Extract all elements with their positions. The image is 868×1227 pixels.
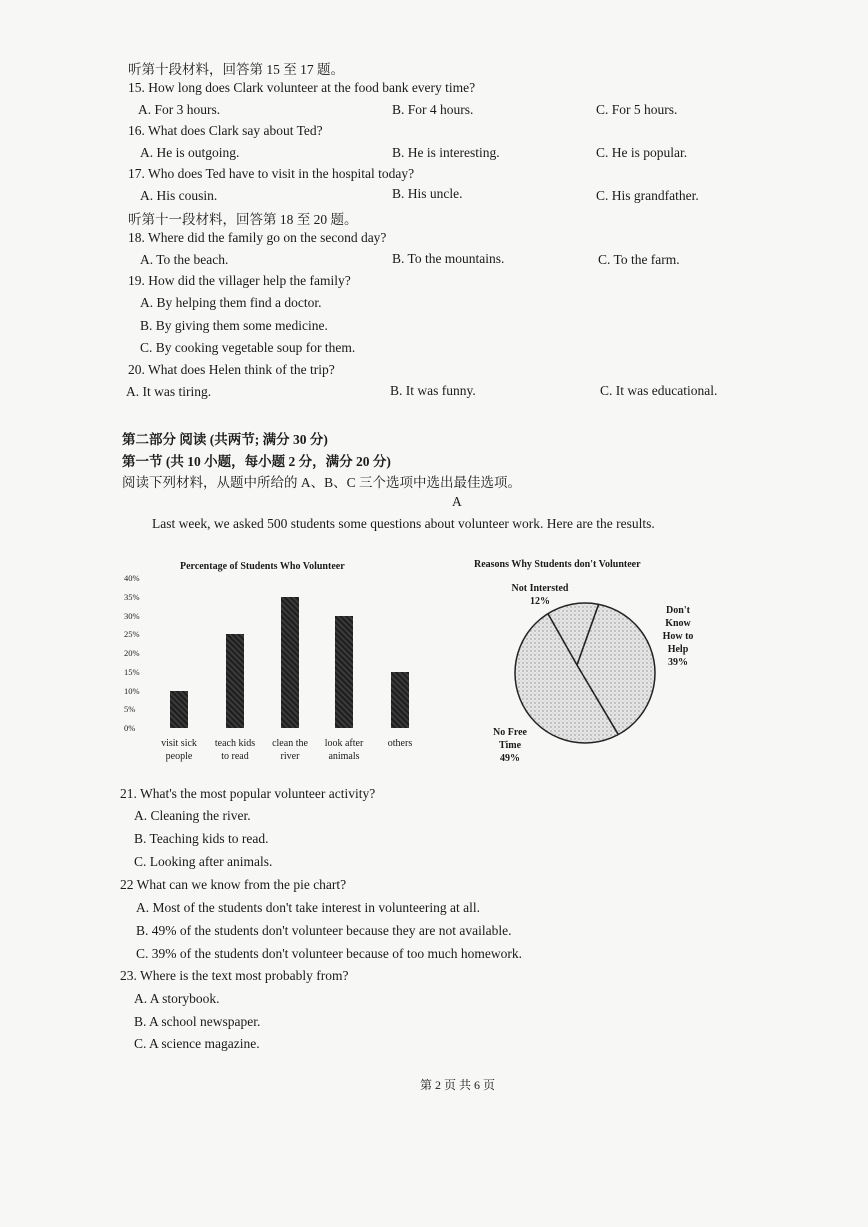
section-heading: 听第十段材料，回答第 15 至 17 题。: [128, 62, 344, 77]
x-category-label: visit sick people: [161, 738, 197, 762]
pie-slice-label: Don't Know How to Help 39%: [662, 605, 694, 668]
x-category-label: others: [387, 738, 413, 749]
q21-option-b: B. Teaching kids to read.: [134, 831, 269, 846]
passage-letter: A: [452, 494, 462, 509]
instructions: 阅读下列材料，从题中所给的 A、B、C 三个选项中选出最佳选项。: [122, 475, 522, 490]
q18-option-b: B. To the mountains.: [392, 251, 505, 266]
question-16: 16. What does Clark say about Ted?: [128, 123, 323, 138]
q23-option-a: A. A storybook.: [134, 991, 220, 1006]
q23-option-b: B. A school newspaper.: [134, 1014, 261, 1029]
q15-option-c: C. For 5 hours.: [596, 102, 678, 117]
pie-slice-label: Not Intersted 12%: [511, 583, 569, 607]
q19-option-c: C. By cooking vegetable soup for them.: [140, 340, 356, 355]
q22-option-b: B. 49% of the students don't volunteer because they are not available.: [136, 923, 512, 938]
q17-option-c: C. His grandfather.: [596, 188, 699, 203]
page-footer: 第 2 页 共 6 页: [420, 1078, 496, 1092]
y-tick-label: 25%: [124, 629, 140, 640]
q16-option-c: C. He is popular.: [596, 145, 688, 160]
q22-option-c: C. 39% of the students don't volunteer because of too much homework.: [136, 946, 522, 961]
y-tick-label: 15%: [124, 666, 140, 677]
bar-chart-title: Percentage of Students Who Volunteer: [180, 561, 345, 572]
q18-option-c: C. To the farm.: [598, 252, 680, 267]
y-tick-label: 5%: [124, 704, 136, 715]
bar: [170, 691, 188, 729]
part-heading: 第二部分 阅读 (共两节; 满分 30 分): [122, 432, 328, 447]
q22-option-a: A. Most of the students don't take interest in volunteering at all.: [136, 900, 480, 915]
q15-option-a: A. For 3 hours.: [138, 102, 221, 117]
pie-chart-title: Reasons Why Students don't Volunteer: [474, 559, 641, 570]
bar: [226, 634, 244, 728]
question-15: 15. How long does Clark volunteer at the food bank every time?: [128, 80, 476, 95]
q19-option-a: A. By helping them find a doctor.: [140, 295, 322, 310]
question-22: 22 What can we know from the pie chart?: [120, 877, 347, 892]
y-tick-label: 30%: [124, 610, 140, 621]
q18-option-a: A. To the beach.: [140, 252, 229, 267]
x-category-label: clean the river: [272, 738, 308, 762]
y-tick-label: 35%: [124, 591, 140, 602]
passage-intro: Last week, we asked 500 students some questions about volunteer work. Here are the results.: [152, 516, 655, 531]
x-category-label: look after animals: [324, 738, 364, 762]
pie-disc: [515, 603, 655, 743]
q17-option-a: A. His cousin.: [140, 188, 218, 203]
q20-option-a: A. It was tiring.: [126, 384, 212, 399]
question-23: 23. Where is the text most probably from?: [120, 968, 349, 983]
pie-slice-label: No Free Time 49%: [493, 727, 527, 764]
q20-option-b: B. It was funny.: [390, 383, 476, 398]
bar: [391, 672, 409, 728]
q16-option-b: B. He is interesting.: [392, 145, 500, 160]
y-tick-label: 10%: [124, 685, 140, 696]
q16-option-a: A. He is outgoing.: [140, 145, 240, 160]
question-20: 20. What does Helen think of the trip?: [128, 362, 335, 377]
q21-option-a: A. Cleaning the river.: [134, 808, 251, 823]
q21-option-c: C. Looking after animals.: [134, 854, 273, 869]
question-21: 21. What's the most popular volunteer activity?: [120, 786, 376, 801]
q20-option-c: C. It was educational.: [600, 383, 718, 398]
section-heading: 第一节 (共 10 小题，每小题 2 分，满分 20 分): [122, 454, 391, 469]
y-tick-label: 40%: [124, 573, 140, 583]
y-tick-label: 20%: [124, 648, 140, 658]
q15-option-b: B. For 4 hours.: [392, 102, 474, 117]
question-17: 17. Who does Ted have to visit in the hospital today?: [128, 166, 415, 181]
section-heading: 听第十一段材料，回答第 18 至 20 题。: [128, 212, 358, 227]
question-19: 19. How did the villager help the family?: [128, 273, 351, 288]
question-18: 18. Where did the family go on the second day?: [128, 230, 387, 245]
y-tick-label: 0%: [124, 723, 136, 733]
q23-option-c: C. A science magazine.: [134, 1036, 260, 1051]
q17-option-b: B. His uncle.: [392, 186, 463, 201]
bar: [335, 616, 353, 729]
x-category-label: teach kids to read: [214, 738, 256, 762]
q19-option-b: B. By giving them some medicine.: [140, 318, 328, 333]
bar: [281, 597, 299, 728]
